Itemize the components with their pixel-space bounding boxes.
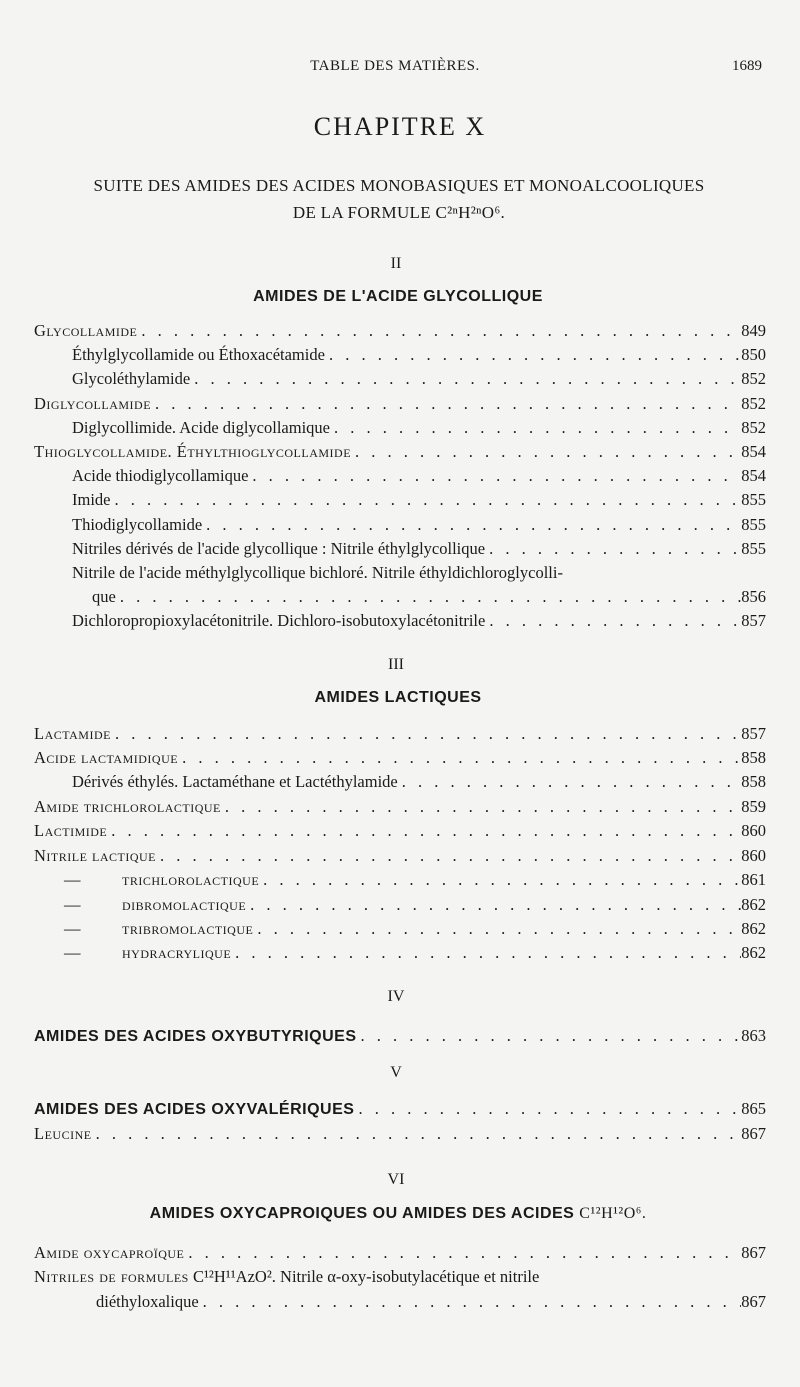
- leader-dots: [111, 490, 742, 510]
- toc-entry[interactable]: [34, 821, 766, 845]
- entry-title: Glycoléthylamide: [72, 369, 191, 388]
- section-heading: AMIDES LACTIQUES: [314, 689, 482, 706]
- section-heading: [20, 1205, 776, 1223]
- toc-entry-continued[interactable]: [72, 563, 766, 587]
- entry-title: Diglycollimide. Acide diglycollamique: [72, 418, 330, 437]
- toc-entry[interactable]: [34, 748, 766, 772]
- entry-page: 855: [741, 515, 766, 534]
- entry-page: 854: [741, 442, 766, 461]
- entry-title: Dichloropropioxylacétonitrile. Dichloro-isobutoxylacétonitrile: [72, 611, 486, 630]
- entry-page: 860: [741, 821, 766, 840]
- toc-entry[interactable]: [72, 515, 766, 539]
- toc-entry[interactable]: [34, 442, 766, 466]
- entry-page: 855: [741, 539, 766, 558]
- toc-entry[interactable]: [72, 369, 766, 393]
- toc-entry[interactable]: [34, 919, 766, 943]
- toc-entry[interactable]: [34, 797, 766, 821]
- chapter-title: CHAPITRE X: [313, 112, 487, 141]
- page-number: 1689: [732, 58, 762, 74]
- leader-dots: [190, 369, 741, 389]
- leader-dots: [398, 772, 742, 792]
- entry-title: Éthylglycollamide ou Éthoxacétamide: [72, 345, 325, 364]
- entry-page: 856: [741, 587, 766, 606]
- entry-page: 852: [741, 394, 766, 413]
- leader-dots: [354, 1099, 741, 1119]
- toc-entry[interactable]: [72, 418, 766, 442]
- entry-title: Nitriles dérivés de l'acide glycollique : Nitrile éthylglycollique: [72, 539, 486, 558]
- entry-title: Nitrile de l'acide méthylglycollique bichloré. Nitrile éthyldichloroglycolli-: [72, 563, 563, 582]
- entry-title: Leucine: [34, 1124, 92, 1143]
- entry-page: 849: [741, 321, 766, 340]
- section-number: IV: [387, 988, 405, 1005]
- leader-dots: [246, 895, 741, 915]
- leader-dots: [231, 943, 741, 963]
- leader-dots: [178, 748, 741, 768]
- leader-dots: [107, 821, 741, 841]
- entry-page: 867: [741, 1124, 766, 1143]
- toc-entry[interactable]: [72, 466, 766, 490]
- leader-dots: [248, 466, 741, 486]
- leader-dots: [221, 797, 741, 817]
- entry-title: Dérivés éthylés. Lactaméthane et Lactéthylamide: [72, 772, 398, 791]
- entry-page: 863: [741, 1026, 766, 1045]
- leader-dots: [202, 515, 741, 535]
- toc-entry[interactable]: [34, 321, 766, 345]
- entry-title: hydracrylique: [122, 943, 232, 962]
- section-heading-formula: C¹²H¹²O⁶.: [579, 1205, 647, 1222]
- toc-entry[interactable]: [72, 611, 766, 635]
- entry-page: 857: [741, 611, 766, 630]
- toc-entry[interactable]: [34, 870, 766, 894]
- leader-dots: [116, 587, 741, 607]
- toc-entry[interactable]: [34, 1124, 766, 1148]
- leader-dots: [137, 321, 741, 341]
- entry-page: 857: [741, 724, 766, 743]
- leader-dots: [184, 1243, 741, 1263]
- entry-title: que: [92, 587, 116, 606]
- entry-page: 861: [741, 870, 766, 889]
- toc-entry[interactable]: [34, 1099, 766, 1123]
- ditto-dash: —: [64, 895, 81, 914]
- leader-dots: [156, 846, 741, 866]
- leader-dots: [351, 442, 741, 462]
- toc-entry-continued[interactable]: [34, 1267, 766, 1291]
- entry-page: 860: [741, 846, 766, 865]
- toc-entry[interactable]: [96, 1292, 766, 1316]
- entry-page: 862: [741, 895, 766, 914]
- toc-entry[interactable]: [72, 490, 766, 514]
- toc-entry[interactable]: [92, 587, 766, 611]
- toc-entry[interactable]: [34, 846, 766, 870]
- entry-title: Lactamide: [34, 724, 111, 743]
- entry-title: Thiodiglycollamide: [72, 515, 203, 534]
- running-title: TABLE DES MATIÈRES.: [310, 58, 480, 74]
- chapter-subtitle-line1: SUITE DES AMIDES DES ACIDES MONOBASIQUES ET MONOALCOOLIQUES: [93, 176, 705, 195]
- toc-entry[interactable]: [34, 895, 766, 919]
- entry-page: 858: [741, 772, 766, 791]
- entry-formula: C¹²H¹¹AzO².: [192, 1267, 276, 1286]
- section-number: III: [388, 656, 404, 673]
- running-head: [0, 58, 800, 80]
- entry-title: trichlorolactique: [122, 870, 260, 889]
- entry-title: AMIDES DES ACIDES OXYVALÉRIQUES: [34, 1101, 355, 1118]
- entry-page: 852: [741, 369, 766, 388]
- entry-page: 862: [741, 943, 766, 962]
- leader-dots: [199, 1292, 742, 1312]
- toc-entry[interactable]: [34, 724, 766, 748]
- ditto-dash: —: [64, 870, 81, 889]
- section-heading: AMIDES DE L'ACIDE GLYCOLLIQUE: [253, 288, 543, 305]
- leader-dots: [325, 345, 741, 365]
- entry-page: 855: [741, 490, 766, 509]
- leader-dots: [357, 1026, 742, 1046]
- toc-entry[interactable]: [34, 394, 766, 418]
- toc-entry[interactable]: [34, 943, 766, 967]
- entry-page: 854: [741, 466, 766, 485]
- entry-title: Glycollamide: [34, 321, 138, 340]
- entry-page: 867: [741, 1292, 766, 1311]
- entry-title: dibromolactique: [122, 895, 247, 914]
- section-number: V: [390, 1064, 402, 1081]
- toc-entry[interactable]: [72, 345, 766, 369]
- toc-entry[interactable]: [34, 1243, 766, 1267]
- entry-page: 867: [741, 1243, 766, 1262]
- entry-page: 850: [741, 345, 766, 364]
- ditto-dash: —: [64, 919, 81, 938]
- entry-title: tribromolactique: [122, 919, 254, 938]
- leader-dots: [92, 1124, 742, 1144]
- entry-title: Thioglycollamide. Éthylthioglycollamide: [34, 442, 352, 461]
- entry-title: Diglycollamide: [34, 394, 152, 413]
- chapter-subtitle-line2: DE LA FORMULE C²ⁿH²ⁿO⁶.: [292, 203, 506, 222]
- toc-entry[interactable]: [72, 539, 766, 563]
- leader-dots: [151, 394, 741, 414]
- entry-page: 858: [741, 748, 766, 767]
- entry-title: Nitriles de formules: [34, 1267, 189, 1286]
- entry-page: 859: [741, 797, 766, 816]
- entry-title-rest: Nitrile α-oxy-isobutylacétique et nitrile: [280, 1267, 540, 1286]
- entry-title: Acide lactamidique: [34, 748, 179, 767]
- section-number: VI: [387, 1171, 405, 1188]
- leader-dots: [485, 539, 741, 559]
- leader-dots: [253, 919, 741, 939]
- entry-title: Amide oxycaproïque: [34, 1243, 185, 1262]
- entry-page: 852: [741, 418, 766, 437]
- toc-entry[interactable]: [72, 772, 766, 796]
- chapter-subtitle: [40, 172, 758, 226]
- toc-entry[interactable]: [34, 1026, 766, 1050]
- entry-title: Amide trichlorolactique: [34, 797, 221, 816]
- section-heading-text: AMIDES OXYCAPROIQUES OU AMIDES DES ACIDES: [149, 1205, 575, 1222]
- section-number: II: [390, 255, 402, 272]
- entry-title: Acide thiodiglycollamique: [72, 466, 249, 485]
- leader-dots: [111, 724, 741, 744]
- ditto-dash: —: [64, 943, 81, 962]
- entry-title: Nitrile lactique: [34, 846, 157, 865]
- entry-page: 862: [741, 919, 766, 938]
- entry-title: Imide: [72, 490, 111, 509]
- leader-dots: [330, 418, 741, 438]
- leader-dots: [259, 870, 741, 890]
- entry-title: diéthyloxalique: [96, 1292, 199, 1311]
- leader-dots: [485, 611, 741, 631]
- entry-page: 865: [741, 1099, 766, 1118]
- entry-title: AMIDES DES ACIDES OXYBUTYRIQUES: [34, 1028, 357, 1045]
- entry-title: Lactimide: [34, 821, 108, 840]
